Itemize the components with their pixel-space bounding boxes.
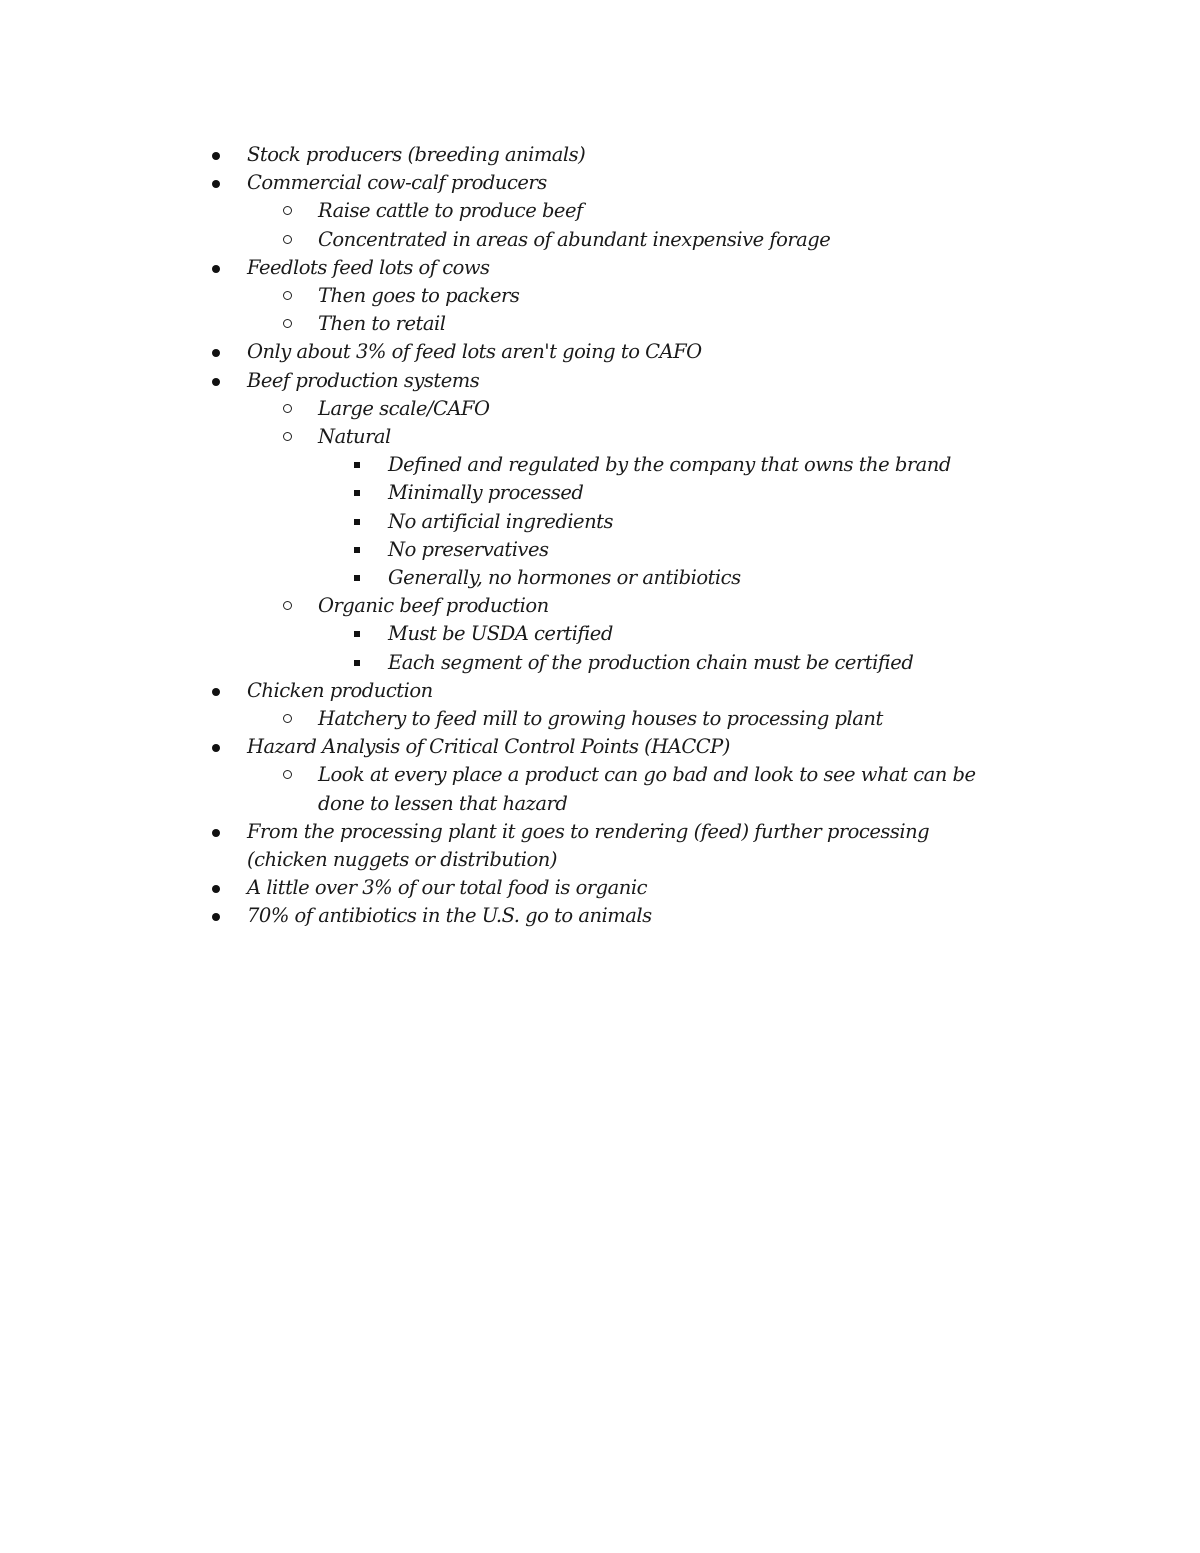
list-item [0, 564, 1200, 592]
filled-bullet-icon [212, 688, 220, 696]
list-item-text: Look at every place a product can go bad and look to see what can be done to lessen that hazard [318, 763, 976, 815]
list-item [0, 451, 1200, 479]
hollow-bullet-icon [283, 235, 292, 244]
list-item-text: Raise cattle to produce beef [318, 199, 583, 223]
hollow-bullet-icon [283, 770, 292, 779]
list-item-text: Then to retail [318, 312, 446, 336]
filled-bullet-icon [212, 180, 220, 188]
list-item-text: Hatchery to feed mill to growing houses to processing plant [318, 707, 883, 731]
list-item-text: Must be USDA certified [388, 622, 613, 646]
list-item-text: A little over 3% of our total food is organic [247, 876, 648, 900]
filled-bullet-icon [212, 744, 220, 752]
filled-bullet-icon [212, 829, 220, 837]
list-item-text: Minimally processed [388, 481, 584, 505]
list-item [0, 338, 1200, 366]
list-item [0, 818, 1200, 874]
hollow-bullet-icon [283, 291, 292, 300]
list-item-text: Commercial cow-calf producers [247, 171, 547, 195]
hollow-bullet-icon [283, 319, 292, 328]
list-item [0, 395, 1200, 423]
list-item-text: Natural [318, 425, 391, 449]
square-bullet-icon [354, 490, 360, 496]
list-item-text: Generally, no hormones or antibiotics [388, 566, 741, 590]
square-bullet-icon [354, 660, 360, 666]
list-item-text: Large scale/CAFO [318, 396, 490, 420]
list-item-text: Defined and regulated by the company that owns the brand [388, 453, 951, 477]
list-item [0, 874, 1200, 902]
list-item [0, 705, 1200, 733]
list-item-text: Then goes to packers [318, 284, 520, 308]
hollow-bullet-icon [283, 432, 292, 441]
list-item [0, 141, 1200, 169]
list-item [0, 282, 1200, 310]
list-item [0, 761, 1200, 817]
list-item-text: Feedlots feed lots of cows [247, 255, 490, 279]
hollow-bullet-icon [283, 601, 292, 610]
square-bullet-icon [354, 575, 360, 581]
bullet-outline [0, 141, 1200, 931]
list-item [0, 902, 1200, 930]
list-item-text: Stock producers (breeding animals) [247, 143, 586, 166]
filled-bullet-icon [212, 265, 220, 273]
square-bullet-icon [354, 631, 360, 637]
list-item-text: No preservatives [388, 537, 549, 561]
list-item [0, 592, 1200, 620]
hollow-bullet-icon [283, 714, 292, 723]
list-item [0, 536, 1200, 564]
list-item-text: Organic beef production [318, 594, 549, 618]
list-item-text: From the processing plant it goes to rendering (feed) further processing (chicken nuggets or distribution) [247, 819, 930, 872]
list-item [0, 733, 1200, 761]
list-item [0, 677, 1200, 705]
list-item [0, 367, 1200, 395]
square-bullet-icon [354, 462, 360, 468]
square-bullet-icon [354, 547, 360, 553]
filled-bullet-icon [212, 349, 220, 357]
list-item-text: Beef production systems [247, 368, 480, 392]
list-item [0, 254, 1200, 282]
list-item [0, 620, 1200, 648]
list-item-text: Chicken production [247, 678, 433, 702]
list-item [0, 169, 1200, 197]
list-item [0, 310, 1200, 338]
list-item [0, 197, 1200, 225]
hollow-bullet-icon [283, 404, 292, 413]
list-item [0, 649, 1200, 677]
list-item-text: Hazard Analysis of Critical Control Points (HACCP) [247, 735, 730, 759]
list-item-text: 70% of antibiotics in the U.S. go to animals [247, 904, 652, 928]
list-item-text: Each segment of the production chain must be certified [388, 650, 914, 674]
list-item-text: No artificial ingredients [388, 509, 613, 533]
filled-bullet-icon [212, 885, 220, 893]
hollow-bullet-icon [283, 206, 292, 215]
list-item [0, 226, 1200, 254]
list-item [0, 479, 1200, 507]
square-bullet-icon [354, 519, 360, 525]
list-item-text: Concentrated in areas of abundant inexpensive forage [318, 227, 831, 251]
list-item-text: Only about 3% of feed lots aren't going to CAFO [247, 340, 702, 364]
filled-bullet-icon [212, 152, 220, 160]
list-item [0, 508, 1200, 536]
list-item [0, 423, 1200, 451]
filled-bullet-icon [212, 913, 220, 921]
filled-bullet-icon [212, 378, 220, 386]
